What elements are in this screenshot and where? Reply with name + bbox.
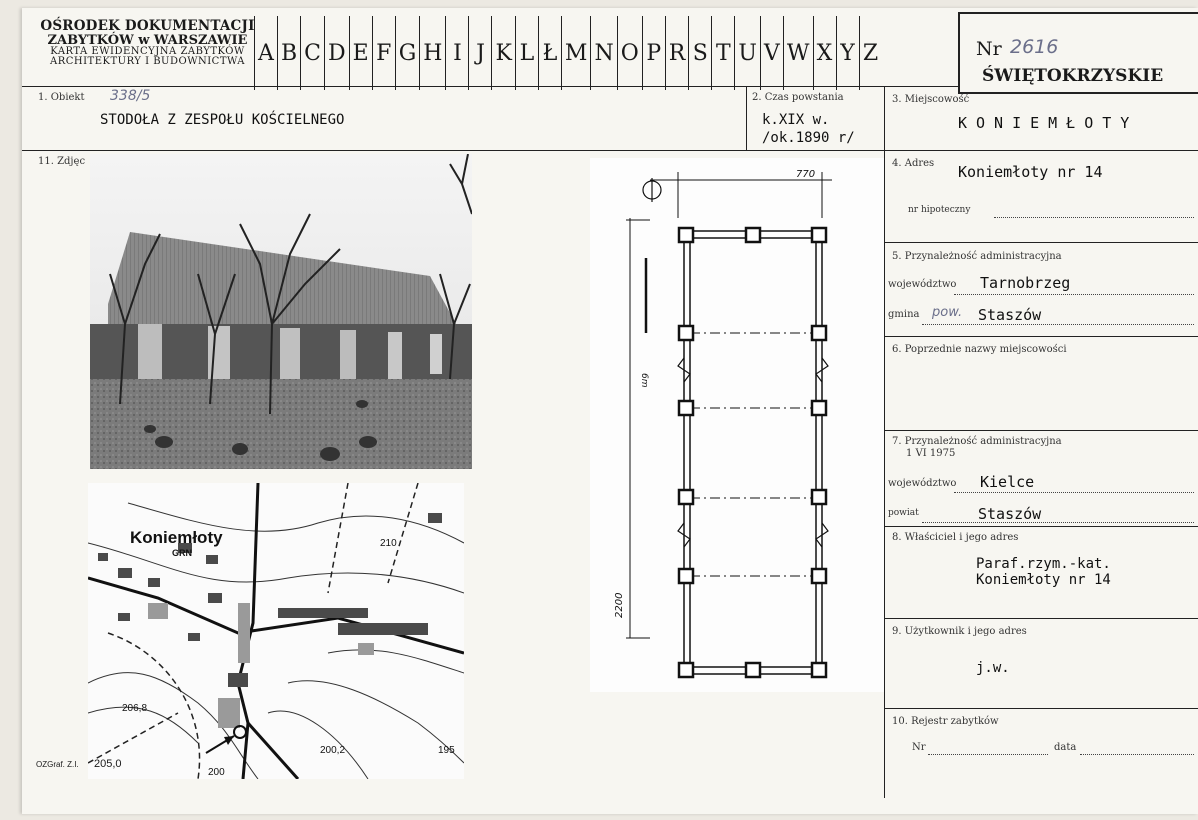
- plan-dim-top: 770: [796, 169, 816, 180]
- index-letter: N: [590, 16, 616, 90]
- index-letter: X: [813, 16, 836, 90]
- gmina-line: [922, 324, 1194, 325]
- wojewodztwo-1975-line: [954, 492, 1194, 493]
- wojewodztwo-1975-value: Kielce: [980, 473, 1035, 491]
- barn-photo: [90, 154, 472, 469]
- powiat-label: powiat: [888, 508, 919, 518]
- poprzednie-nazwy-label: 6. Poprzednie nazwy miejscowości: [892, 344, 1067, 355]
- map-height-2068: 206,8: [122, 703, 148, 714]
- index-letter: A: [254, 16, 277, 90]
- map-town-label: Koniemłoty: [130, 528, 223, 547]
- index-letter: R: [665, 16, 689, 90]
- przynaleznosc-label: 5. Przynależność administracyjna: [892, 251, 1062, 262]
- org-line-1: OŚRODEK DOKUMENTACJI: [40, 18, 255, 34]
- header-bottom-rule: [22, 86, 958, 87]
- org-line-3: KARTA EWIDENCYJNA ZABYTKÓW: [50, 45, 245, 57]
- index-letter: Y: [836, 16, 859, 90]
- miejscowosc-label: 3. Miejscowość: [892, 94, 970, 105]
- gmina-value: Staszów: [978, 306, 1042, 324]
- index-letter: B: [277, 16, 300, 90]
- nr-hipoteczny-line: [994, 217, 1194, 218]
- index-letter: M: [561, 16, 591, 90]
- rejestr-data-line: [1080, 754, 1194, 755]
- uzytkownik-label: 9. Użytkownik i jego adres: [892, 626, 1027, 637]
- map-height-200: 200: [208, 767, 225, 778]
- index-letter: D: [324, 16, 349, 90]
- index-letter: E: [349, 16, 372, 90]
- rejestr-nr-line: [928, 754, 1048, 755]
- index-letter: V: [760, 16, 783, 90]
- nr-hipoteczny-label: nr hipoteczny: [908, 205, 971, 215]
- row-rule: [22, 150, 1198, 151]
- row-rule: [884, 708, 1198, 709]
- index-letter: I: [445, 16, 468, 90]
- map-height-2050: 205,0: [94, 758, 122, 770]
- wojewodztwo-1975-label: województwo: [888, 478, 957, 489]
- row-rule: [884, 618, 1198, 619]
- floor-plan: [590, 158, 884, 692]
- przynaleznosc-1975-date: 1 VI 1975: [906, 448, 956, 459]
- index-letter: J: [468, 16, 491, 90]
- index-letter: O: [617, 16, 642, 90]
- plan-dim-bottom: 2200: [614, 592, 625, 618]
- row-rule: [884, 430, 1198, 431]
- powiat-value: Staszów: [978, 505, 1042, 523]
- index-letter: S: [688, 16, 711, 90]
- czas-value-2: /ok.1890 r/: [762, 130, 855, 146]
- org-line-2: ZABYTKÓW w WARSZAWIE: [47, 32, 248, 48]
- index-letter: P: [642, 16, 665, 90]
- index-letter: K: [491, 16, 514, 90]
- divider: [746, 86, 747, 151]
- adres-value: Koniemłoty nr 14: [958, 163, 1103, 181]
- nr-label: Nr: [976, 38, 1002, 60]
- gmina-note: pow.: [932, 305, 963, 320]
- footer-code: OZGraf. Z.I.: [36, 760, 79, 769]
- wlasciciel-value-1: Paraf.rzym.-kat.: [976, 556, 1111, 572]
- wlasciciel-label: 8. Właściciel i jego adres: [892, 532, 1019, 543]
- map-height-195: 195: [438, 745, 455, 756]
- wlasciciel-value-2: Koniemłoty nr 14: [976, 572, 1111, 588]
- row-rule: [884, 242, 1198, 243]
- wojewodztwo-line: [954, 294, 1194, 295]
- obiekt-number: 338/5: [110, 88, 151, 104]
- row-rule: [884, 526, 1198, 527]
- org-line-4: ARCHITEKTURY I BUDOWNICTWA: [49, 55, 246, 67]
- wojewodztwo-value: Tarnobrzeg: [980, 274, 1071, 292]
- alphabet-index: [254, 16, 882, 90]
- number-box: [958, 12, 1198, 94]
- index-letter: H: [419, 16, 445, 90]
- location-map: [88, 483, 464, 779]
- czas-value-1: k.XIX w.: [762, 112, 830, 128]
- region-name: ŚWIĘTOKRZYSKIE: [982, 66, 1164, 86]
- index-letter: G: [395, 16, 420, 90]
- obiekt-label: 1. Obiekt: [38, 92, 85, 103]
- index-letter: U: [734, 16, 760, 90]
- row-rule: [884, 336, 1198, 337]
- index-letter: T: [711, 16, 734, 90]
- przynaleznosc-1975-label: 7. Przynależność administracyjna: [892, 436, 1062, 447]
- gmina-label: gmina: [888, 309, 920, 320]
- index-letter: F: [372, 16, 395, 90]
- map-height-210: 210: [380, 538, 397, 549]
- index-letter: L: [515, 16, 538, 90]
- index-letter: C: [300, 16, 324, 90]
- zdjecie-label: 11. Zdjęc: [38, 156, 86, 167]
- czas-label: 2. Czas powstania: [752, 92, 844, 103]
- index-letter: Ł: [538, 16, 561, 90]
- index-letter: W: [783, 16, 813, 90]
- map-grn-label: GRN: [172, 548, 192, 558]
- rejestr-label: 10. Rejestr zabytków: [892, 716, 999, 727]
- rejestr-nr-label: Nr: [912, 742, 926, 753]
- adres-label: 4. Adres: [892, 158, 935, 169]
- powiat-line: [922, 522, 1194, 523]
- organization-header: [40, 20, 255, 67]
- uzytkownik-value: j.w.: [976, 660, 1010, 676]
- right-column-divider: [884, 86, 885, 798]
- registry-card: [22, 8, 1198, 814]
- nr-value: 2616: [1010, 36, 1059, 58]
- plan-dim-side: 6m: [639, 373, 649, 388]
- wojewodztwo-label: województwo: [888, 279, 957, 290]
- index-letter: Z: [859, 16, 882, 90]
- map-height-2002: 200,2: [320, 745, 346, 756]
- obiekt-value: STODOŁA Z ZESPOŁU KOŚCIELNEGO: [100, 112, 345, 128]
- miejscowosc-value: KONIEMŁOTY: [958, 114, 1139, 132]
- rejestr-data-label: data: [1054, 742, 1077, 753]
